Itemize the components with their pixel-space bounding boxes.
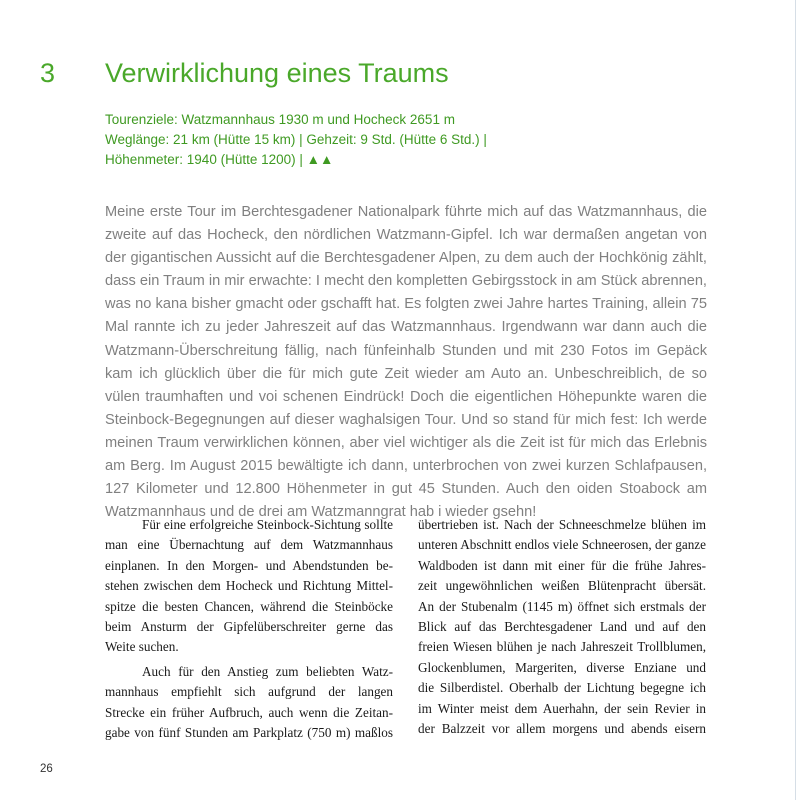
- body-line: Für eine erfolgreiche Steinbock-Sichtung sollte: [142, 517, 393, 532]
- body-line: An der Stubenalm (1145 m) öffnet sich erstmals der: [418, 598, 706, 614]
- body-line: einplanen. In den Morgen- und Abendstunden be-: [105, 557, 393, 573]
- body-line: beim Ansturm der Gipfelüberschreiter gerne das: [105, 619, 393, 635]
- intro-line: was no kana bisher gmacht oder gschafft hat. Es folgten zwei Jahre hartes Training, allein 75: [105, 296, 707, 313]
- tour-distance-time: Weglänge: 21 km (Hütte 15 km) | Gehzeit: 9 Std. (Hütte 6 Std.) |: [105, 132, 487, 147]
- intro-line: vülen traumhaften und voi schenen Eindrück! Doch die eigentlichen Höhepunkte waren die: [105, 388, 707, 405]
- intro-line: Steinbock-Begegnungen auf dieser waghalsigen Tour. Und so stand für mich fest: Ich werde: [105, 411, 707, 428]
- body-column-left: [105, 515, 393, 743]
- intro-line: dass ein Traum in mir erwachte: I mecht den kompletten Gebirgsstock in am Stück abrennen,: [105, 273, 707, 290]
- intro-line: kam ich glücklich über die für mich gute Zeit wieder am Auto an. Unbeschreiblich, de so: [105, 365, 707, 382]
- intro-paragraph: [105, 201, 707, 524]
- body-line: Glockenblumen, Margeriten, diverse Enziane und: [418, 659, 706, 675]
- intro-line: Mal rannte ich zu jeder Jahreszeit auf das Watzmannhaus. Irgendwann war dann auch die: [105, 319, 707, 336]
- intro-line: am Berg. Im August 2015 bewältigte ich dann, unterbrochen von zwei kurzen Schlafpausen,: [105, 458, 707, 475]
- body-line: die Silberdistel. Oberhalb der Lichtung begegne ich: [418, 680, 706, 696]
- body-line: stehen zwischen dem Hocheck und Richtung Mittel-: [105, 578, 393, 594]
- body-line: spitze die besten Chancen, während die Steinböcke: [105, 598, 393, 614]
- tour-elevation-difficulty: Höhenmeter: 1940 (Hütte 1200) | ▲▲: [105, 152, 334, 167]
- body-line: Waldboden ist dann mit einer für die frühe Jahres-: [418, 557, 706, 573]
- tour-info-box: [105, 110, 705, 170]
- chapter-title: Verwirklichung eines Traums: [105, 58, 449, 88]
- body-column-right: [418, 515, 706, 739]
- body-line: übertrieben ist. Nach der Schneeschmelze blühen im: [418, 517, 706, 532]
- body-line: Weite suchen.: [105, 639, 179, 655]
- intro-line: zweite auf das Hocheck, den nördlichen Watzmann-Gipfel. Ich war dermaßen angetan von: [105, 227, 707, 244]
- page-edge: [795, 0, 796, 800]
- intro-line: der gigantischen Aussicht auf die Berchtesgadener Alpen, zu dem auch der Hochkönig zählt,: [105, 250, 707, 267]
- intro-line: Meine erste Tour im Berchtesgadener Nationalpark führte mich auf das Watzmannhaus, die: [105, 204, 707, 220]
- tour-destinations: Tourenziele: Watzmannhaus 1930 m und Hocheck 2651 m: [105, 112, 455, 127]
- body-line: der Balzzeit vor allem morgens und abends eisern: [418, 721, 706, 737]
- body-line: gabe von fünf Stunden am Parkplatz (750 m) maßlos: [105, 725, 393, 741]
- body-line: zeit ungewöhnlichen weißen Blütenpracht übersät.: [418, 578, 706, 594]
- body-line: unteren Abschnitt endlos viele Schneerosen, der ganze: [418, 537, 706, 553]
- intro-line: 127 Kilometer und 12.800 Höhenmeter in gut 45 Stunden. Auch den oiden Stoabock am: [105, 481, 707, 498]
- body-line: freien Wiesen blühen je nach Jahreszeit Trollblumen,: [418, 639, 706, 655]
- body-line: mannhaus empfiehlt sich aufgrund der langen: [105, 684, 393, 700]
- body-line: man eine Übernachtung auf dem Watzmannhaus: [105, 537, 393, 553]
- page-number: 26: [40, 763, 53, 775]
- chapter-number: 3: [40, 58, 56, 88]
- body-line: im Winter meist dem Auerhahn, der sein Revier in: [418, 700, 706, 716]
- body-line: Strecke ein früher Aufbruch, auch wenn die Zeitan-: [105, 704, 393, 720]
- intro-line: Watzmannhaus und de drei am Watzmanngrat hab i wieder gsehn!: [105, 504, 537, 521]
- body-line: Auch für den Anstieg zum beliebten Watz-: [142, 663, 393, 679]
- intro-line: Watzmann-Überschreitung fällig, nach fünfeinhalb Stunden und mit 230 Fotos im Gepäck: [105, 342, 707, 359]
- intro-line: meinen Traum verwirklichen können, aber viel wichtiger als die Zeit ist für mich das Erlebnis: [105, 434, 707, 451]
- body-line: Blick auf das Berchtesgadener Land und auf den: [418, 619, 706, 635]
